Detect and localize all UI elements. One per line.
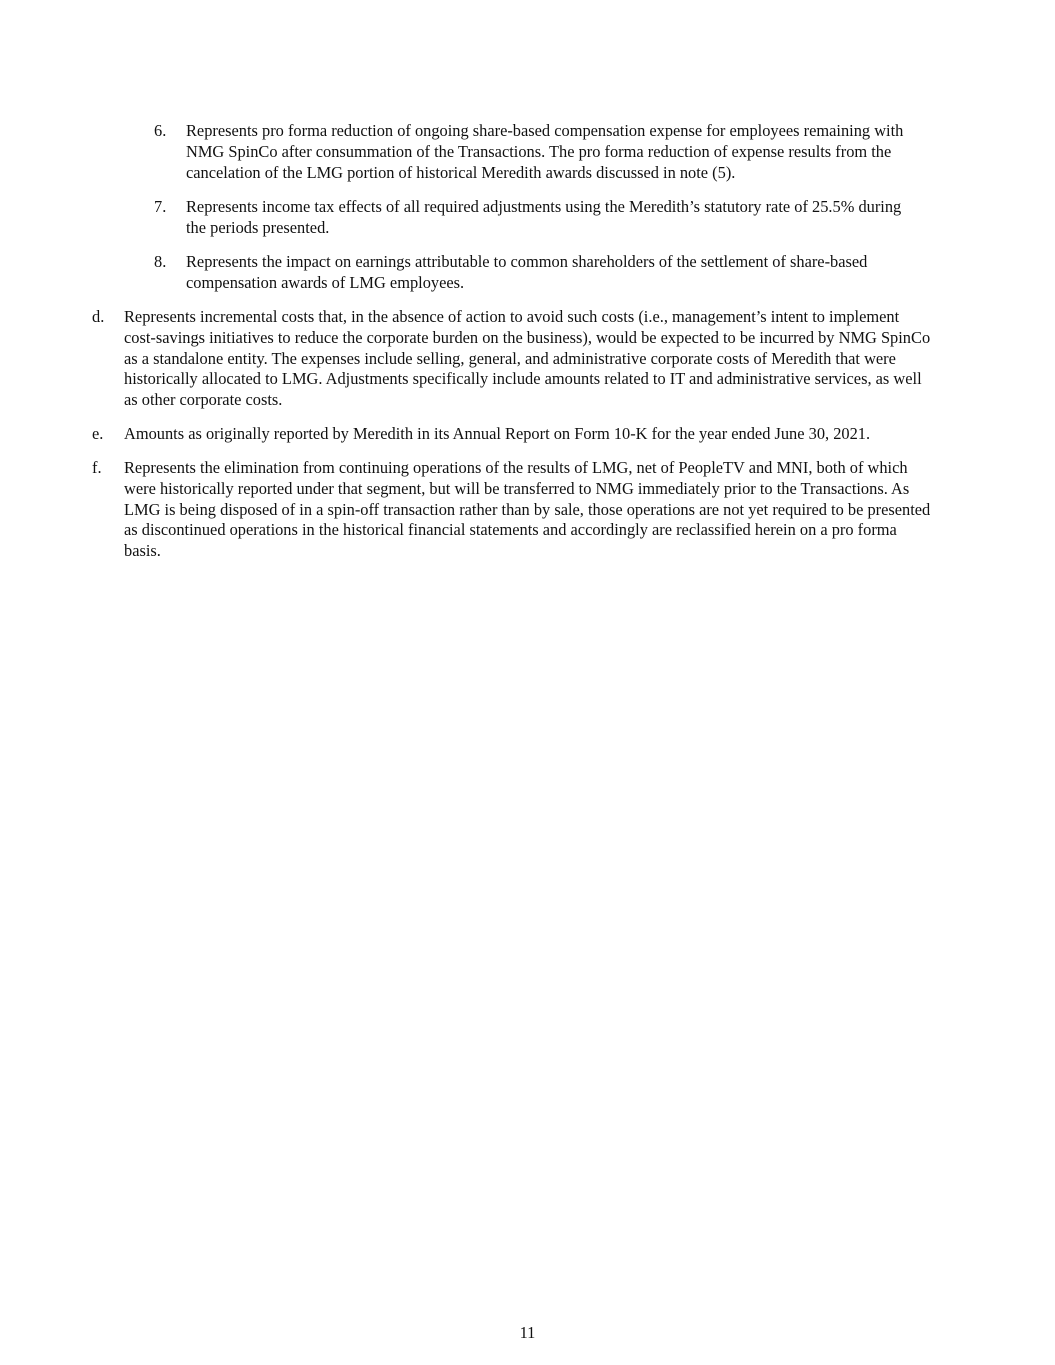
page-number: 11	[519, 1323, 536, 1342]
note-marker: 7.	[154, 197, 167, 216]
note-item-7	[154, 197, 914, 239]
note-item-e	[92, 424, 934, 445]
note-item-f	[92, 458, 934, 562]
note-text: Represents the impact on earnings attributable to common shareholders of the settlement of share-based compensation awards of LMG employees.	[186, 252, 868, 292]
note-marker: e.	[92, 424, 104, 443]
note-item-8	[154, 252, 914, 294]
note-marker: 6.	[154, 121, 167, 140]
note-marker: f.	[92, 458, 102, 477]
note-text: Represents incremental costs that, in the absence of action to avoid such costs (i.e., management’s intent to implement cost-savings initiatives to reduce the corporate burden on the business), would be expected to be incurred by NMG SpinCo as a standalone entity. The expenses include selling, general, and administrative corporate costs of Meredith that were historically allocated to LMG. Adjustments specifically include amounts related to IT and administrative services, as well as other corporate costs.	[124, 307, 931, 410]
note-marker: 8.	[154, 252, 167, 271]
note-text: Represents pro forma reduction of ongoing share-based compensation expense for employees remaining with NMG SpinCo after consummation of the Transactions. The pro forma reduction of expense results from the cancelation of the LMG portion of historical Meredith awards discussed in note (5).	[186, 121, 904, 182]
note-marker: d.	[92, 307, 105, 326]
note-item-6	[154, 121, 914, 183]
note-text: Represents income tax effects of all required adjustments using the Meredith’s statutory rate of 25.5% during the periods presented.	[186, 197, 902, 237]
note-item-d	[92, 307, 934, 411]
note-text: Represents the elimination from continuing operations of the results of LMG, net of PeopleTV and MNI, both of which were historically reported under that segment, but will be transferred to NMG immediately prior to the Transactions. As LMG is being disposed of in a spin-off transaction rather than by sale, those operations are not yet required to be presented as discontinued operations in the historical financial statements and accordingly are reclassified herein on a pro forma basis.	[124, 458, 931, 561]
note-text: Amounts as originally reported by Meredith in its Annual Report on Form 10-K for the year ended June 30, 2021.	[124, 424, 871, 443]
